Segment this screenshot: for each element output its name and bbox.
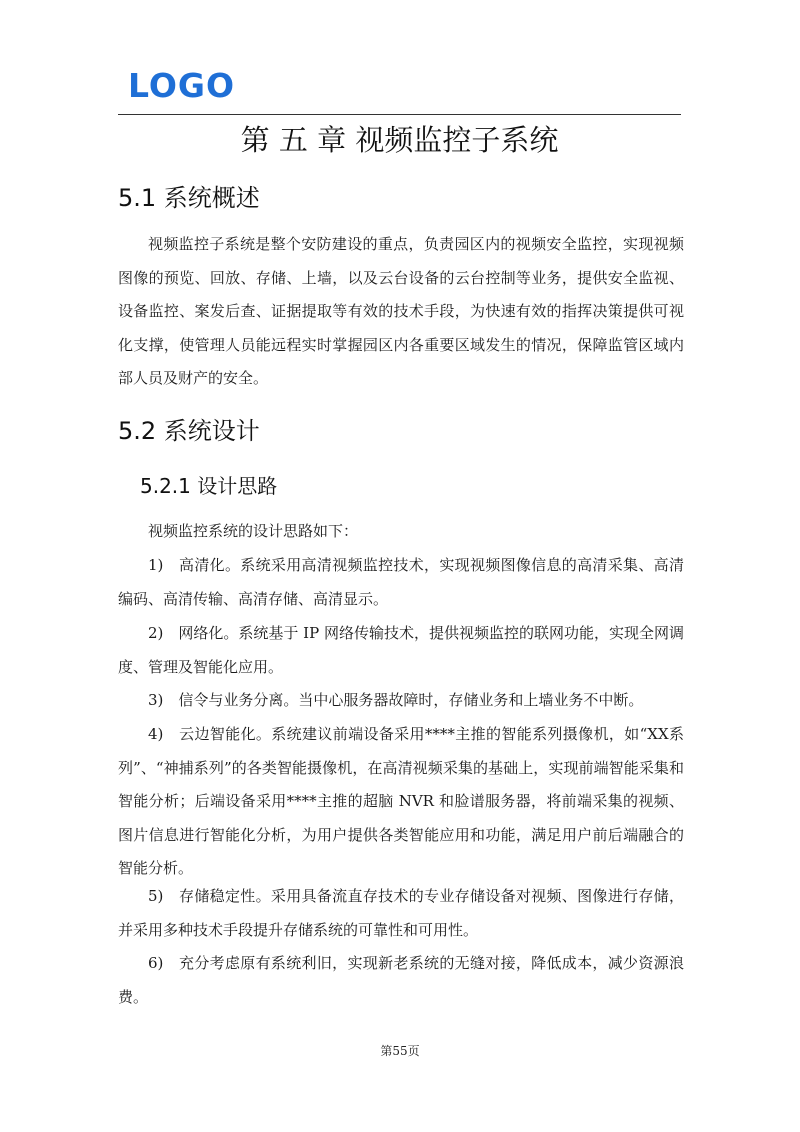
section-heading-5-2-1: 5.2.1 设计思路 [140,474,278,498]
header-divider [118,114,681,115]
design-item-2: 2) 网络化。系统基于 IP 网络传输技术，提供视频监控的联网功能，实现全网调度、管理及智能化应用。 [118,624,684,676]
section-5-1-paragraph: 视频监控子系统是整个安防建设的重点，负责园区内的视频安全监控，实现视频图像的预览、回放、存储、上墙，以及云台设备的云台控制等业务，提供安全监视、设备监控、案发后查、证据提取等有效的技术手段，为快速有效的指挥决策提供可视化支撑，使管理人员能远程实时掌握园区内各重要区域发生的情况，保障监管区域内部人员及财产的安全。 [118,235,684,387]
design-intro-paragraph: 视频监控系统的设计思路如下： [148,522,359,540]
chapter-title: 第 五 章 视频监控子系统 [240,123,559,157]
design-item-5: 5) 存储稳定性。采用具备流直存技术的专业存储设备对视频、图像进行存储，并采用多种技术手段提升存储系统的可靠性和可用性。 [118,887,684,939]
design-item-3: 3) 信令与业务分离。当中心服务器故障时，存储业务和上墙业务不中断。 [148,691,644,709]
section-heading-5-2: 5.2 系统设计 [118,417,260,445]
design-item-6: 6) 充分考虑原有系统利旧，实现新老系统的无缝对接，降低成本，减少资源浪费。 [118,954,684,1006]
section-heading-5-1: 5.1 系统概述 [118,184,260,212]
logo: LOGO [128,66,236,105]
design-item-1: 1) 高清化。系统采用高清视频监控技术，实现视频图像信息的高清采集、高清编码、高清传输、高清存储、高清显示。 [118,556,684,608]
page-number: 第55页 [380,1044,420,1058]
design-item-4: 4) 云边智能化。系统建议前端设备采用****主推的智能系列摄像机，如“XX系列”、“神捕系列”的各类智能摄像机，在高清视频采集的基础上，实现前端智能采集和智能分析；后端设备采用****主推的超脑 NVR 和脸谱服务器，将前端采集的视频、图片信息进行智能化分析，为用户提供各类智能应用和功能，满足用户前后端融合的智能分析。 [118,725,684,877]
